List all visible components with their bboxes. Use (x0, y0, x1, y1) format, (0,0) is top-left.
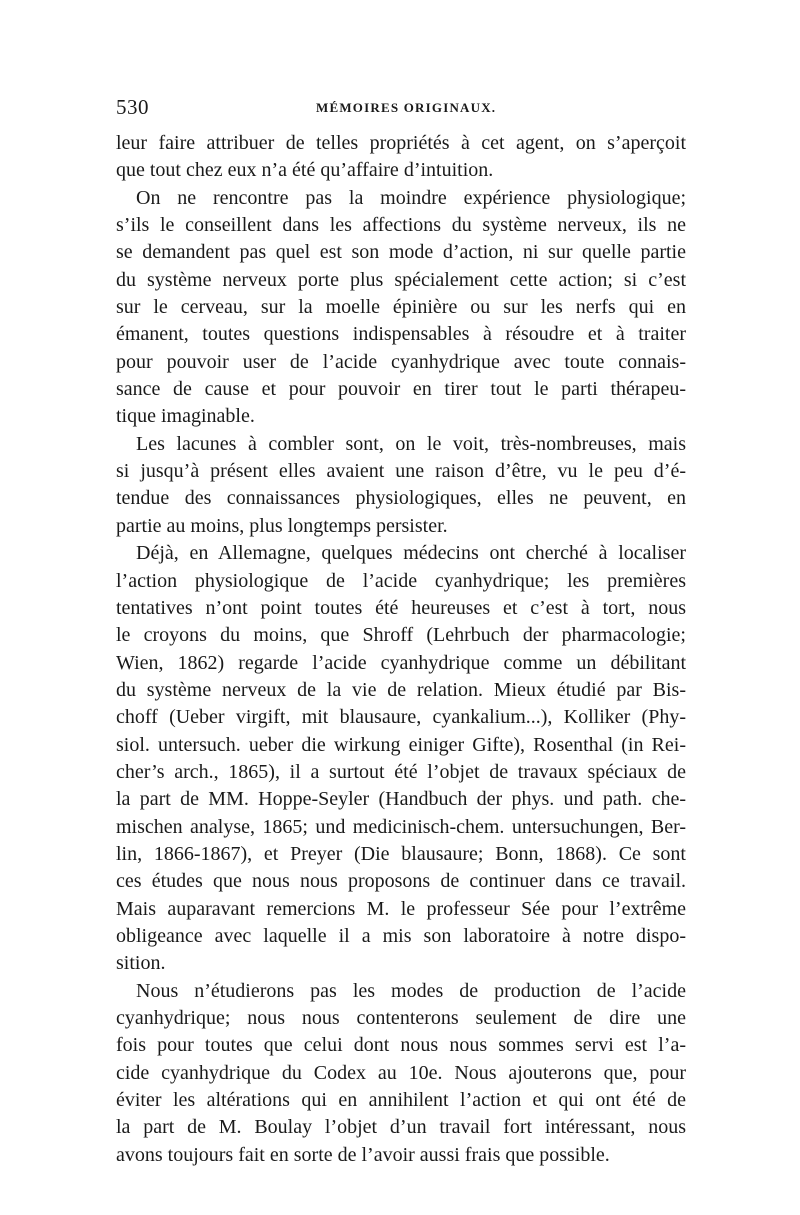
text-line: éviter les altérations qui en annihilent l’action et qui ont été de (116, 1089, 686, 1112)
text-line: siol. untersuch. ueber die wirkung einiger Gifte), Rosenthal (in Rei- (116, 733, 686, 756)
text-line: partie au moins, plus longtemps persister. (116, 514, 448, 537)
text-line: sance de cause et pour pouvoir en tirer tout le parti thérapeu- (116, 378, 686, 401)
text-line: Les lacunes à combler sont, on le voit, très-nombreuses, mais (136, 432, 686, 455)
text-line: pour pouvoir user de l’acide cyanhydrique avec toute connais- (116, 350, 686, 373)
text-line: sition. (116, 952, 166, 975)
text-line: On ne rencontre pas la moindre expérience physiologique; (136, 186, 686, 209)
text-line: cyanhydrique; nous nous contenterons seulement de dire une (116, 1007, 686, 1029)
text-line: cide cyanhydrique du Codex au 10e. Nous ajouterons que, pour (116, 1061, 686, 1084)
text-line: avons toujours fait en sorte de l’avoir aussi frais que possible. (116, 1143, 610, 1166)
text-line: Mais auparavant remercions M. le professeur Sée pour l’extrême (116, 897, 686, 920)
text-line: Wien, 1862) regarde l’acide cyanhydrique comme un débilitant (116, 651, 686, 674)
text-line: fois pour toutes que celui dont nous nous sommes servi est l’a- (116, 1034, 686, 1057)
text-line: du système nerveux de la vie de relation. Mieux étudié par Bis- (116, 678, 686, 701)
text-line: obligeance avec laquelle il a mis son laboratoire à notre dispo- (116, 924, 686, 947)
text-line: tentatives n’ont point toutes été heureuses et c’est à tort, nous (116, 596, 686, 619)
running-head: MÉMOIRES ORIGINAUX. (316, 100, 497, 115)
text-line: choff (Ueber virgift, mit blausaure, cyankalium...), Kolliker (Phy- (116, 706, 686, 729)
text-line: se demandent pas quel est son mode d’action, ni sur quelle partie (116, 241, 686, 264)
text-line: que tout chez eux n’a été qu’affaire d’intuition. (116, 159, 494, 182)
text-line: mischen analyse, 1865; und medicinisch-chem. untersuchungen, Ber- (116, 815, 686, 838)
text-line: Nous n’étudierons pas les modes de production de l’acide (136, 979, 686, 1002)
text-line: ces études que nous nous proposons de continuer dans ce travail. (116, 870, 686, 893)
text-line: si jusqu’à présent elles avaient une raison d’être, vu le peu d’é- (116, 460, 686, 483)
text-line: cher’s arch., 1865), il a surtout été l’objet de travaux spéciaux de (116, 760, 686, 783)
text-line: la part de MM. Hoppe-Seyler (Handbuch der phys. und path. che- (116, 788, 686, 811)
text-line: la part de M. Boulay l’objet d’un travail fort intéressant, nous (116, 1116, 686, 1139)
text-line: du système nerveux porte plus spécialement cette action; si c’est (116, 268, 686, 291)
text-line: tendue des connaissances physiologiques, elles ne peuvent, en (116, 487, 686, 510)
text-line: lin, 1866-1867), et Preyer (Die blausaure; Bonn, 1868). Ce sont (116, 842, 686, 865)
text-line: tique imaginable. (116, 405, 255, 428)
text-line: l’action physiologique de l’acide cyanhydrique; les premières (116, 569, 686, 592)
text-line: s’ils le conseillent dans les affections du système nerveux, ils ne (116, 214, 686, 237)
text-line: leur faire attribuer de telles propriétés à cet agent, on s’aperçoit (116, 132, 686, 154)
page-number: 530 (116, 95, 149, 119)
body-text (116, 130, 686, 1169)
text-line: le croyons du moins, que Shroff (Lehrbuch der pharmacologie; (116, 624, 686, 647)
page-header (116, 95, 686, 121)
text-line: émanent, toutes questions indispensables à résoudre et à traiter (116, 323, 686, 346)
text-line: sur le cerveau, sur la moelle épinière ou sur les nerfs qui en (116, 296, 686, 319)
text-line: Déjà, en Allemagne, quelques médecins ont cherché à localiser (136, 542, 686, 565)
